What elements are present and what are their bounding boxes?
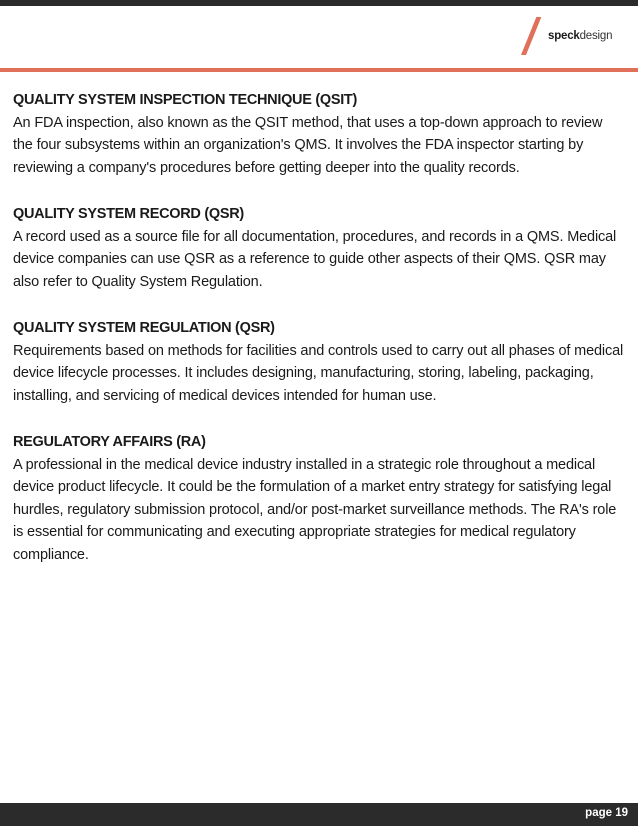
footer-bar [0, 803, 638, 826]
term-definition: Requirements based on methods for facilities and controls used to carry out all phases of medical device lifecycle processes. It includes designing, manufacturing, storing, labeling, packaging, installing, and servicing of medical devices intended for human use. [13, 342, 624, 404]
term-definition: An FDA inspection, also known as the QSIT method, that uses a top-down approach to review the four subsystems within an organization's QMS. It involves the FDA inspector starting by reviewing a company's procedures before getting deeper into the quality records. [13, 114, 603, 176]
logo-slash-mark [521, 17, 541, 55]
glossary-entry-qsit [13, 89, 625, 179]
logo-bold-text: speck [548, 30, 580, 42]
brand-logo [548, 30, 612, 42]
glossary-entry-qsr-regulation [13, 317, 625, 407]
term-heading: REGULATORY AFFAIRS (RA) [13, 434, 206, 450]
term-heading: QUALITY SYSTEM INSPECTION TECHNIQUE (QSIT) [13, 92, 358, 108]
glossary-entry-qsr-record [13, 203, 625, 293]
glossary-entry-ra [13, 431, 625, 566]
logo-light-text: design [579, 30, 613, 42]
term-definition: A professional in the medical device industry installed in a strategic role throughout a medical device product lifecycle. It could be the formulation of a market entry strategy for satisfying legal hurdles, regulatory submission protocol, and/or post-market surveillance methods. The RA's role is essential for communicating and executing appropriate strategies for medical regulatory compliance. [13, 456, 617, 563]
page-number: page 19 [585, 807, 628, 819]
glossary-content [13, 89, 625, 590]
top-bar [0, 0, 638, 6]
term-definition: A record used as a source file for all documentation, procedures, and records in a QMS. Medical device companies can use QSR as a reference to guide other aspects of their QMS. QSR may also refer to Quality System Regulation. [13, 228, 617, 290]
term-heading: QUALITY SYSTEM RECORD (QSR) [13, 206, 244, 222]
term-heading: QUALITY SYSTEM REGULATION (QSR) [13, 320, 275, 336]
header-divider [0, 68, 638, 72]
